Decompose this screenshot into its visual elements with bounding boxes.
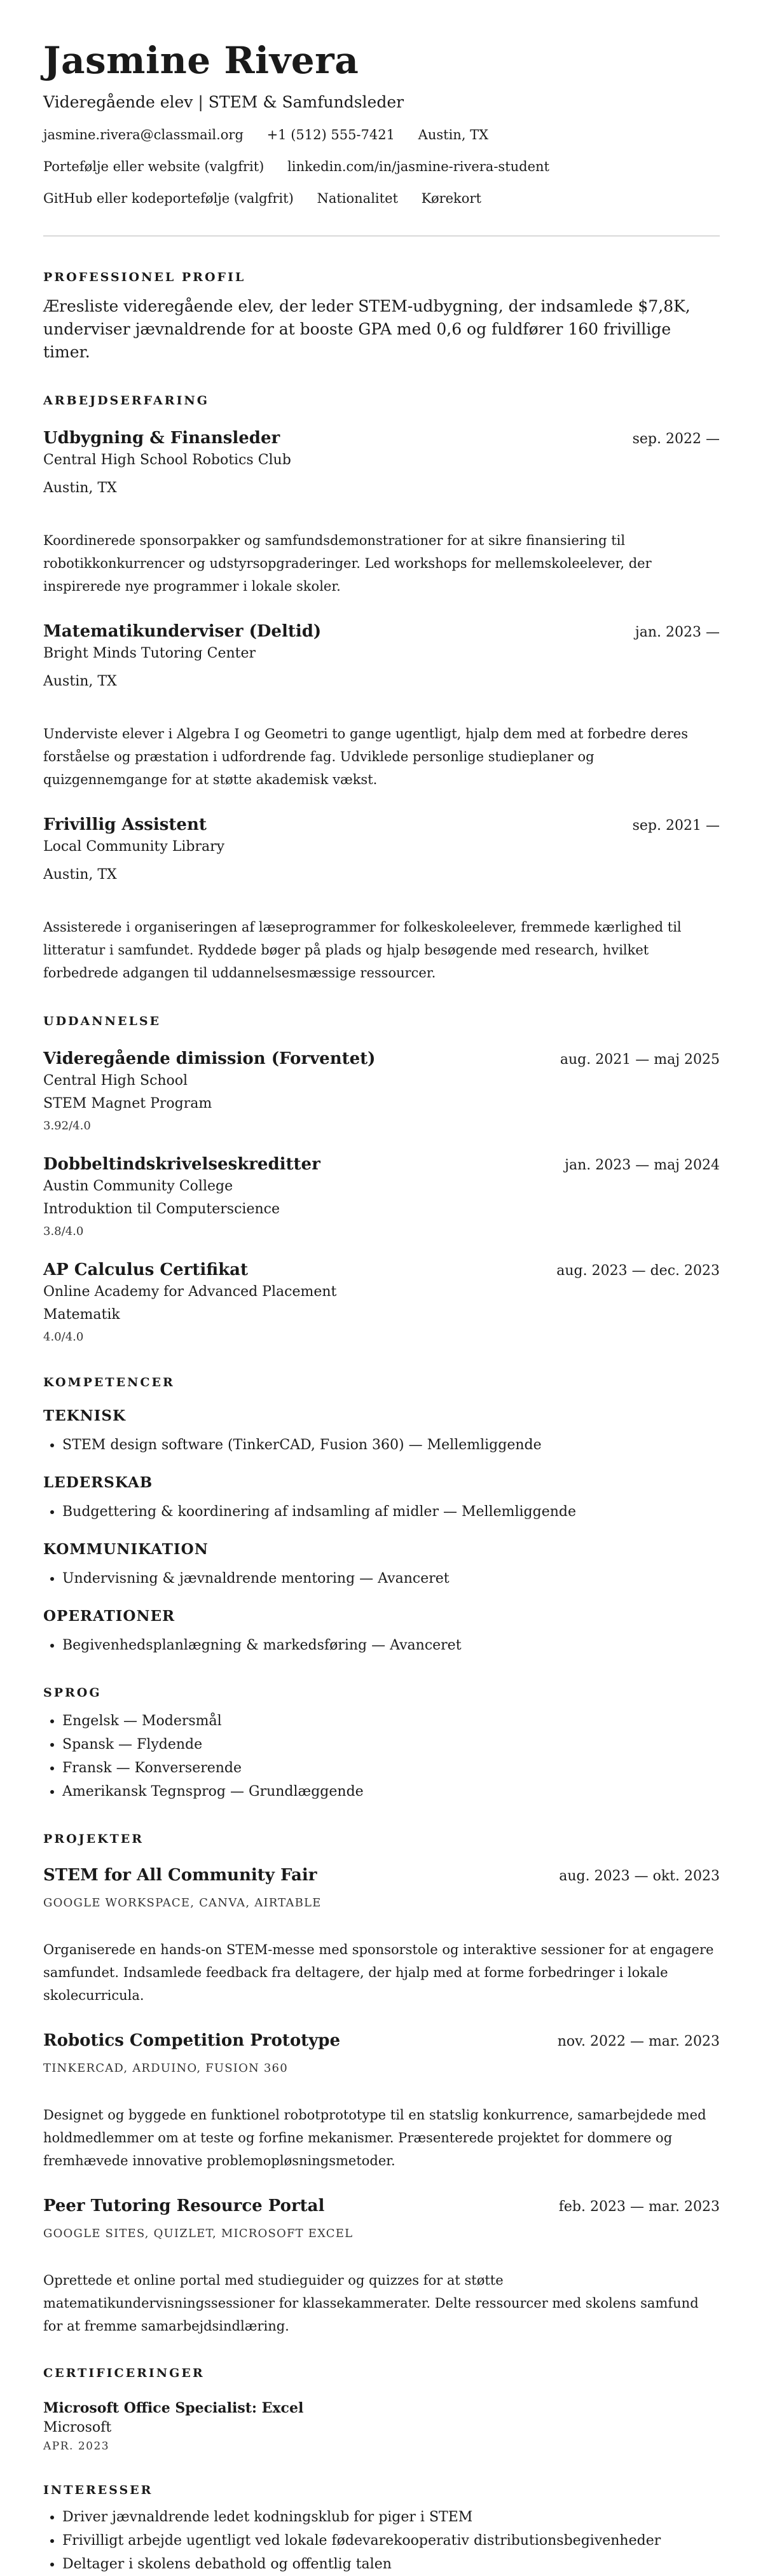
experience-entry <box>43 427 720 598</box>
section-title: ARBEJDSERFARING <box>43 394 209 408</box>
section-title: PROFESSIONEL PROFIL <box>43 270 246 284</box>
skill-item: • Undervisning & jævnaldrende mentoring — Avanceret <box>62 1567 720 1590</box>
job-description: Assisterede i organiseringen af læseprogrammer for folkeskoleelever, fremmede kærlighed til litteratur i samfundet. Ryddede bøger på plads og hjalp besøgende med research, hvilket forbedrede adgangen til uddannelsesmæssige ressourcer. <box>43 920 682 981</box>
gpa: 3.92/4.0 <box>43 1119 91 1133</box>
employer: Local Community Library <box>43 839 225 855</box>
interest-item: • Frivilligt arbejde ugentligt ved lokale fødevarekooperativ distributionsbegivenheder <box>62 2529 720 2552</box>
job-location: Austin, TX <box>43 480 117 496</box>
skill-group <box>43 1607 720 1657</box>
location: Austin, TX <box>418 127 489 142</box>
projects-section <box>43 1831 720 2338</box>
skill-item: • Budgettering & koordinering af indsamling af midler — Mellemliggende <box>62 1500 720 1524</box>
skill-group <box>43 1407 720 1457</box>
section-title: INTERESSER <box>43 2483 153 2497</box>
program-name: Matematik <box>43 1307 120 1323</box>
degree-date: jan. 2023 — maj 2024 <box>565 1157 720 1173</box>
job-title: Frivillig Assistent <box>43 815 207 834</box>
contact-row-extra <box>43 189 720 207</box>
profile-summary: Æresliste videregående elev, der leder STEM-udbygning, der indsamlede $7,8K, underviser jævnaldrende for at booste GPA med 0,6 og fuldfører 160 frivillige timer. <box>43 297 691 361</box>
degree-date: aug. 2021 — maj 2025 <box>560 1052 720 1068</box>
project-title: STEM for All Community Fair <box>43 1866 317 1885</box>
github-link[interactable]: GitHub eller kodeportefølje (valgfrit) <box>43 191 294 206</box>
section-title: KOMPETENCER <box>43 1375 175 1389</box>
skill-group <box>43 1473 720 1524</box>
program-name: STEM Magnet Program <box>43 1096 212 1112</box>
project-description: Oprettede et online portal med studieguider og quizzes for at støtte matematikundervisningssessioner for klassekammerater. Delte ressourcer med skolens samfund for at fremme samarbejdsindlæring. <box>43 2273 699 2334</box>
job-description: Underviste elever i Algebra I og Geometri to gange ugentligt, hjalp dem med at forbedre deres forståelse og præstation i udfordrende fag. Udviklede personlige studieplaner og quizgennemgange for at støtte akademisk vækst. <box>43 726 688 787</box>
job-description: Koordinerede sponsorpakker og samfundsdemonstrationer for at sikre finansiering til robotikkonkurrencer og udstyrsopgraderinger. Led workshops for mellemskoleelever, der inspirerede nye programmer i lokale skoler. <box>43 533 652 594</box>
project-date: aug. 2023 — okt. 2023 <box>559 1868 720 1884</box>
skill-item: • Begivenhedsplanlægning & markedsføring — Avanceret <box>62 1634 720 1657</box>
project-tech: TINKERCAD, ARDUINO, FUSION 360 <box>43 2062 288 2075</box>
headline: Videregående elev | STEM & Samfundsleder <box>43 93 404 111</box>
language-item: • Engelsk — Modersmål <box>62 1709 720 1733</box>
language-item: • Spansk — Flydende <box>62 1733 720 1756</box>
job-title: Udbygning & Finansleder <box>43 429 280 448</box>
degree-title: AP Calculus Certifikat <box>43 1260 248 1279</box>
project-description: Designet og byggede en funktionel robotprototype til en statslig konkurrence, samarbejdede med holdmedlemmer om at teste og forfine mekanismer. Præsenterede projektet for dommere og fremhævede innovative problemopløsningsmetoder. <box>43 2107 706 2168</box>
skills-section <box>43 1375 720 1657</box>
contact-row-links <box>43 158 720 176</box>
interest-item: • Deltager i skolens debathold og offentlig talen <box>62 2552 720 2576</box>
languages-section <box>43 1685 720 1803</box>
resume-header <box>43 38 720 207</box>
skill-group-title: LEDERSKAB <box>43 1474 153 1491</box>
portfolio-link[interactable]: Portefølje eller website (valgfrit) <box>43 159 265 174</box>
project-entry <box>43 2195 720 2338</box>
education-section <box>43 1014 720 1346</box>
certification-name: Microsoft Office Specialist: Excel <box>43 2400 304 2416</box>
gpa: 3.8/4.0 <box>43 1225 84 1238</box>
project-tech: GOOGLE SITES, QUIZLET, MICROSOFT EXCEL <box>43 2227 354 2240</box>
project-date: nov. 2022 — mar. 2023 <box>557 2034 720 2049</box>
job-date: sep. 2021 — <box>632 818 720 834</box>
job-date: jan. 2023 — <box>635 624 720 640</box>
linkedin-link[interactable]: linkedin.com/in/jasmine-rivera-student <box>287 159 549 174</box>
project-title: Peer Tutoring Resource Portal <box>43 2196 325 2215</box>
experience-entry <box>43 621 720 791</box>
candidate-name: Jasmine Rivera <box>43 39 359 82</box>
section-title: UDDANNELSE <box>43 1014 162 1028</box>
school-name: Online Academy for Advanced Placement <box>43 1284 337 1300</box>
section-title: CERTIFICERINGER <box>43 2366 205 2380</box>
degree-title: Dobbeltindskrivelseskreditter <box>43 1155 320 1174</box>
drivers-license: Kørekort <box>421 191 481 206</box>
skill-group-title: OPERATIONER <box>43 1608 175 1625</box>
job-location: Austin, TX <box>43 867 117 883</box>
degree-date: aug. 2023 — dec. 2023 <box>556 1263 720 1279</box>
certifications-section <box>43 2366 720 2455</box>
job-location: Austin, TX <box>43 673 117 689</box>
employer: Bright Minds Tutoring Center <box>43 645 256 661</box>
language-item: • Fransk — Konverserende <box>62 1756 720 1780</box>
employer: Central High School Robotics Club <box>43 452 291 468</box>
skill-group-title: KOMMUNIKATION <box>43 1541 209 1558</box>
project-description: Organiserede en hands-on STEM-messe med sponsorstole og interaktive sessioner for at engagere samfundet. Indsamlede feedback fra deltagere, der hjalp med at forme forbedringer i lokale skolecurricula. <box>43 1942 714 2003</box>
program-name: Introduktion til Computerscience <box>43 1201 280 1217</box>
school-name: Central High School <box>43 1073 188 1089</box>
section-title: SPROG <box>43 1686 102 1700</box>
section-title: PROJEKTER <box>43 1832 144 1846</box>
certification-date: APR. 2023 <box>43 2440 110 2453</box>
project-entry <box>43 1864 720 2007</box>
header-divider <box>43 235 720 237</box>
education-entry <box>43 1048 720 1134</box>
experience-entry <box>43 814 720 984</box>
interests-section <box>43 2483 720 2576</box>
degree-title: Videregående dimission (Forventet) <box>43 1049 376 1068</box>
project-title: Robotics Competition Prototype <box>43 2031 340 2050</box>
project-date: feb. 2023 — mar. 2023 <box>558 2199 720 2215</box>
education-entry <box>43 1259 720 1346</box>
nationality: Nationalitet <box>317 191 398 206</box>
job-title: Matematikunderviser (Deltid) <box>43 622 322 641</box>
project-entry <box>43 2030 720 2172</box>
education-entry <box>43 1154 720 1240</box>
skill-group <box>43 1540 720 1590</box>
skill-group-title: TEKNISK <box>43 1407 127 1424</box>
language-item: • Amerikansk Tegnsprog — Grundlæggende <box>62 1780 720 1803</box>
school-name: Austin Community College <box>43 1178 233 1194</box>
job-date: sep. 2022 — <box>632 431 720 447</box>
phone-number[interactable]: +1 (512) 555-7421 <box>266 127 395 142</box>
project-tech: GOOGLE WORKSPACE, CANVA, AIRTABLE <box>43 1896 322 1910</box>
certification-issuer: Microsoft <box>43 2420 112 2435</box>
skill-item: • STEM design software (TinkerCAD, Fusion 360) — Mellemliggende <box>62 1433 720 1457</box>
experience-section <box>43 393 720 984</box>
contact-row-primary <box>43 126 720 144</box>
profile-section <box>43 270 720 364</box>
gpa: 4.0/4.0 <box>43 1330 84 1344</box>
email-link[interactable]: jasmine.rivera@classmail.org <box>43 127 244 142</box>
interest-item: • Driver jævnaldrende ledet kodningsklub for piger i STEM <box>62 2505 720 2529</box>
